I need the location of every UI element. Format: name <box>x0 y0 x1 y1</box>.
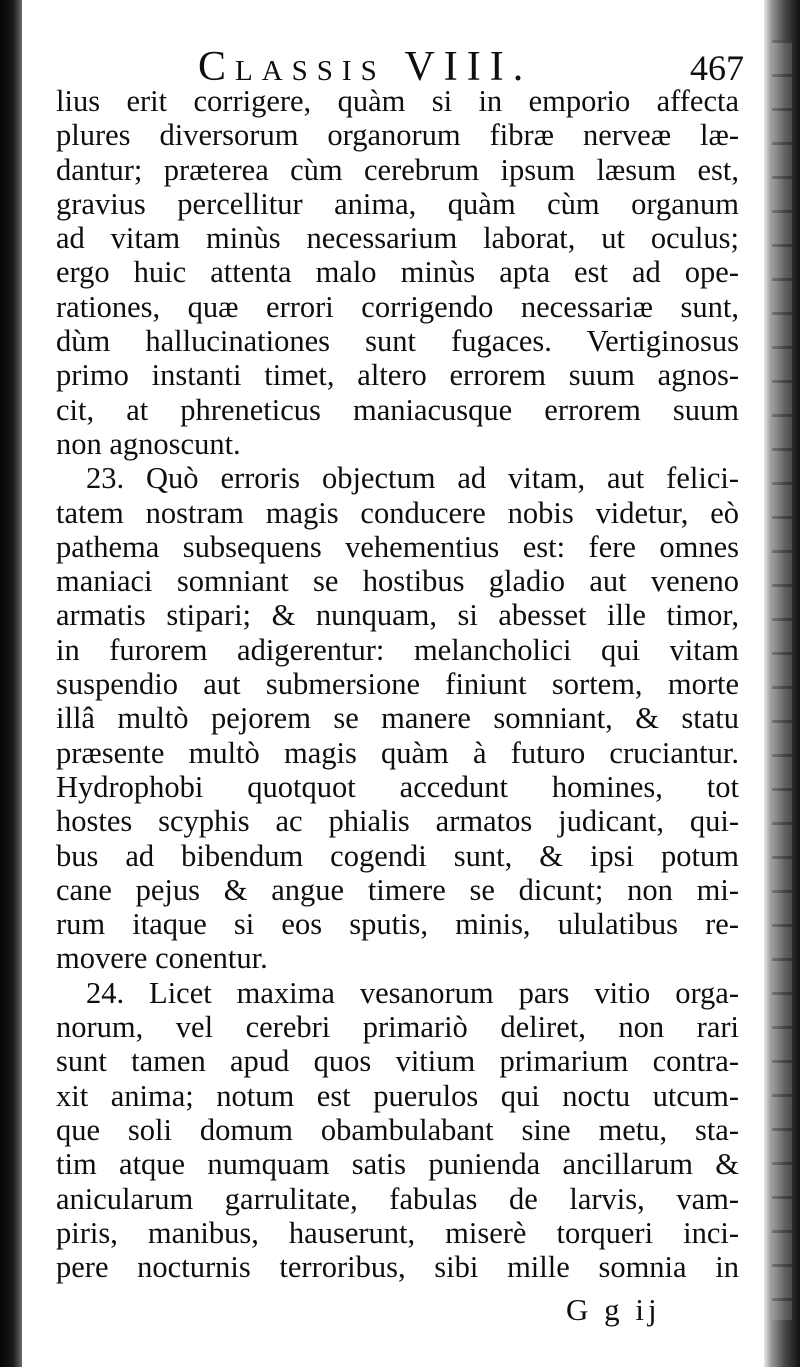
text-line: illâ multò pejorem se manere somniant, & statu <box>56 701 739 736</box>
text-line: que soli domum obambulabant sine metu, sta- <box>56 1112 739 1147</box>
text-line: in furorem adigerentur: melancholici qui vitam <box>56 632 739 667</box>
text-line: anicularum garrulitate, fabulas de larvis, vam- <box>56 1181 739 1216</box>
running-title: Classis VIII. <box>198 44 533 90</box>
text-line: cane pejus & angue timere se dicunt; non mi- <box>56 872 739 907</box>
text-line: suspendio aut submersione finiunt sortem, morte <box>56 667 739 702</box>
paragraph-24-start: 24. Licet maxima vesanorum pars vitio orga- <box>86 975 739 1010</box>
text-line: non agnoscunt. <box>56 426 241 461</box>
text-line: primo instanti timet, altero errorem suum agnos- <box>56 358 739 393</box>
text-line: pathema subsequens vehementius est: fere omnes <box>56 529 739 564</box>
page-number: 467 <box>690 48 744 88</box>
text-line: plures diversorum organorum fibræ nerveæ læ- <box>56 118 739 153</box>
text-line: movere conentur. <box>56 941 268 976</box>
text-line: Hydrophobi quotquot accedunt homines, tot <box>56 769 739 804</box>
text-line: gravius percellitur anima, quàm cùm organum <box>56 186 739 221</box>
text-line: norum, vel cerebri primariò deliret, non rari <box>56 1010 739 1045</box>
text-line: rationes, quæ errori corrigendo necessariæ sunt, <box>56 289 739 324</box>
text-line: bus ad bibendum cogendi sunt, & ipsi potum <box>56 838 739 873</box>
scan-edge-left <box>0 0 22 1367</box>
text-line: ergo huic attenta malo minùs apta est ad ope- <box>56 255 739 290</box>
text-line: tatem nostram magis conducere nobis videtur, eò <box>56 495 739 530</box>
paragraph-23-start: 23. Quò erroris objectum ad vitam, aut felici- <box>86 461 739 496</box>
text-line: sunt tamen apud quos vitium primarium contra- <box>56 1044 739 1079</box>
text-line: tim atque numquam satis punienda ancillarum & <box>56 1147 739 1182</box>
text-line: xit anima; notum est puerulos qui noctu utcum- <box>56 1078 739 1113</box>
text-line: cit, at phreneticus maniacusque errorem suum <box>56 392 739 427</box>
signature-mark: G g ij <box>566 1292 661 1327</box>
body-text <box>56 84 739 1284</box>
text-line: hostes scyphis ac phialis armatos judicant, qui- <box>56 804 739 839</box>
text-line: dùm hallucinationes sunt fugaces. Vertiginosus <box>56 324 739 359</box>
text-line: piris, manibus, hauserunt, miserè torqueri inci- <box>56 1215 739 1250</box>
text-line: maniaci somniant se hostibus gladio aut veneno <box>56 564 739 599</box>
text-line: præsente multò magis quàm à futuro cruciantur. <box>56 735 739 770</box>
text-line: pere nocturnis terroribus, sibi mille somnia in <box>56 1250 739 1285</box>
text-line: dantur; præterea cùm cerebrum ipsum læsum est, <box>56 152 739 187</box>
text-line: ad vitam minùs necessarium laborat, ut oculus; <box>56 221 739 256</box>
text-line: lius erit corrigere, quàm si in emporio affecta <box>56 84 739 118</box>
text-line: rum itaque si eos sputis, minis, ululatibus re- <box>56 907 739 942</box>
scan-edge-right-bleed <box>772 40 792 1320</box>
text-line: armatis stipari; & nunquam, si abesset ille timor, <box>56 598 739 633</box>
